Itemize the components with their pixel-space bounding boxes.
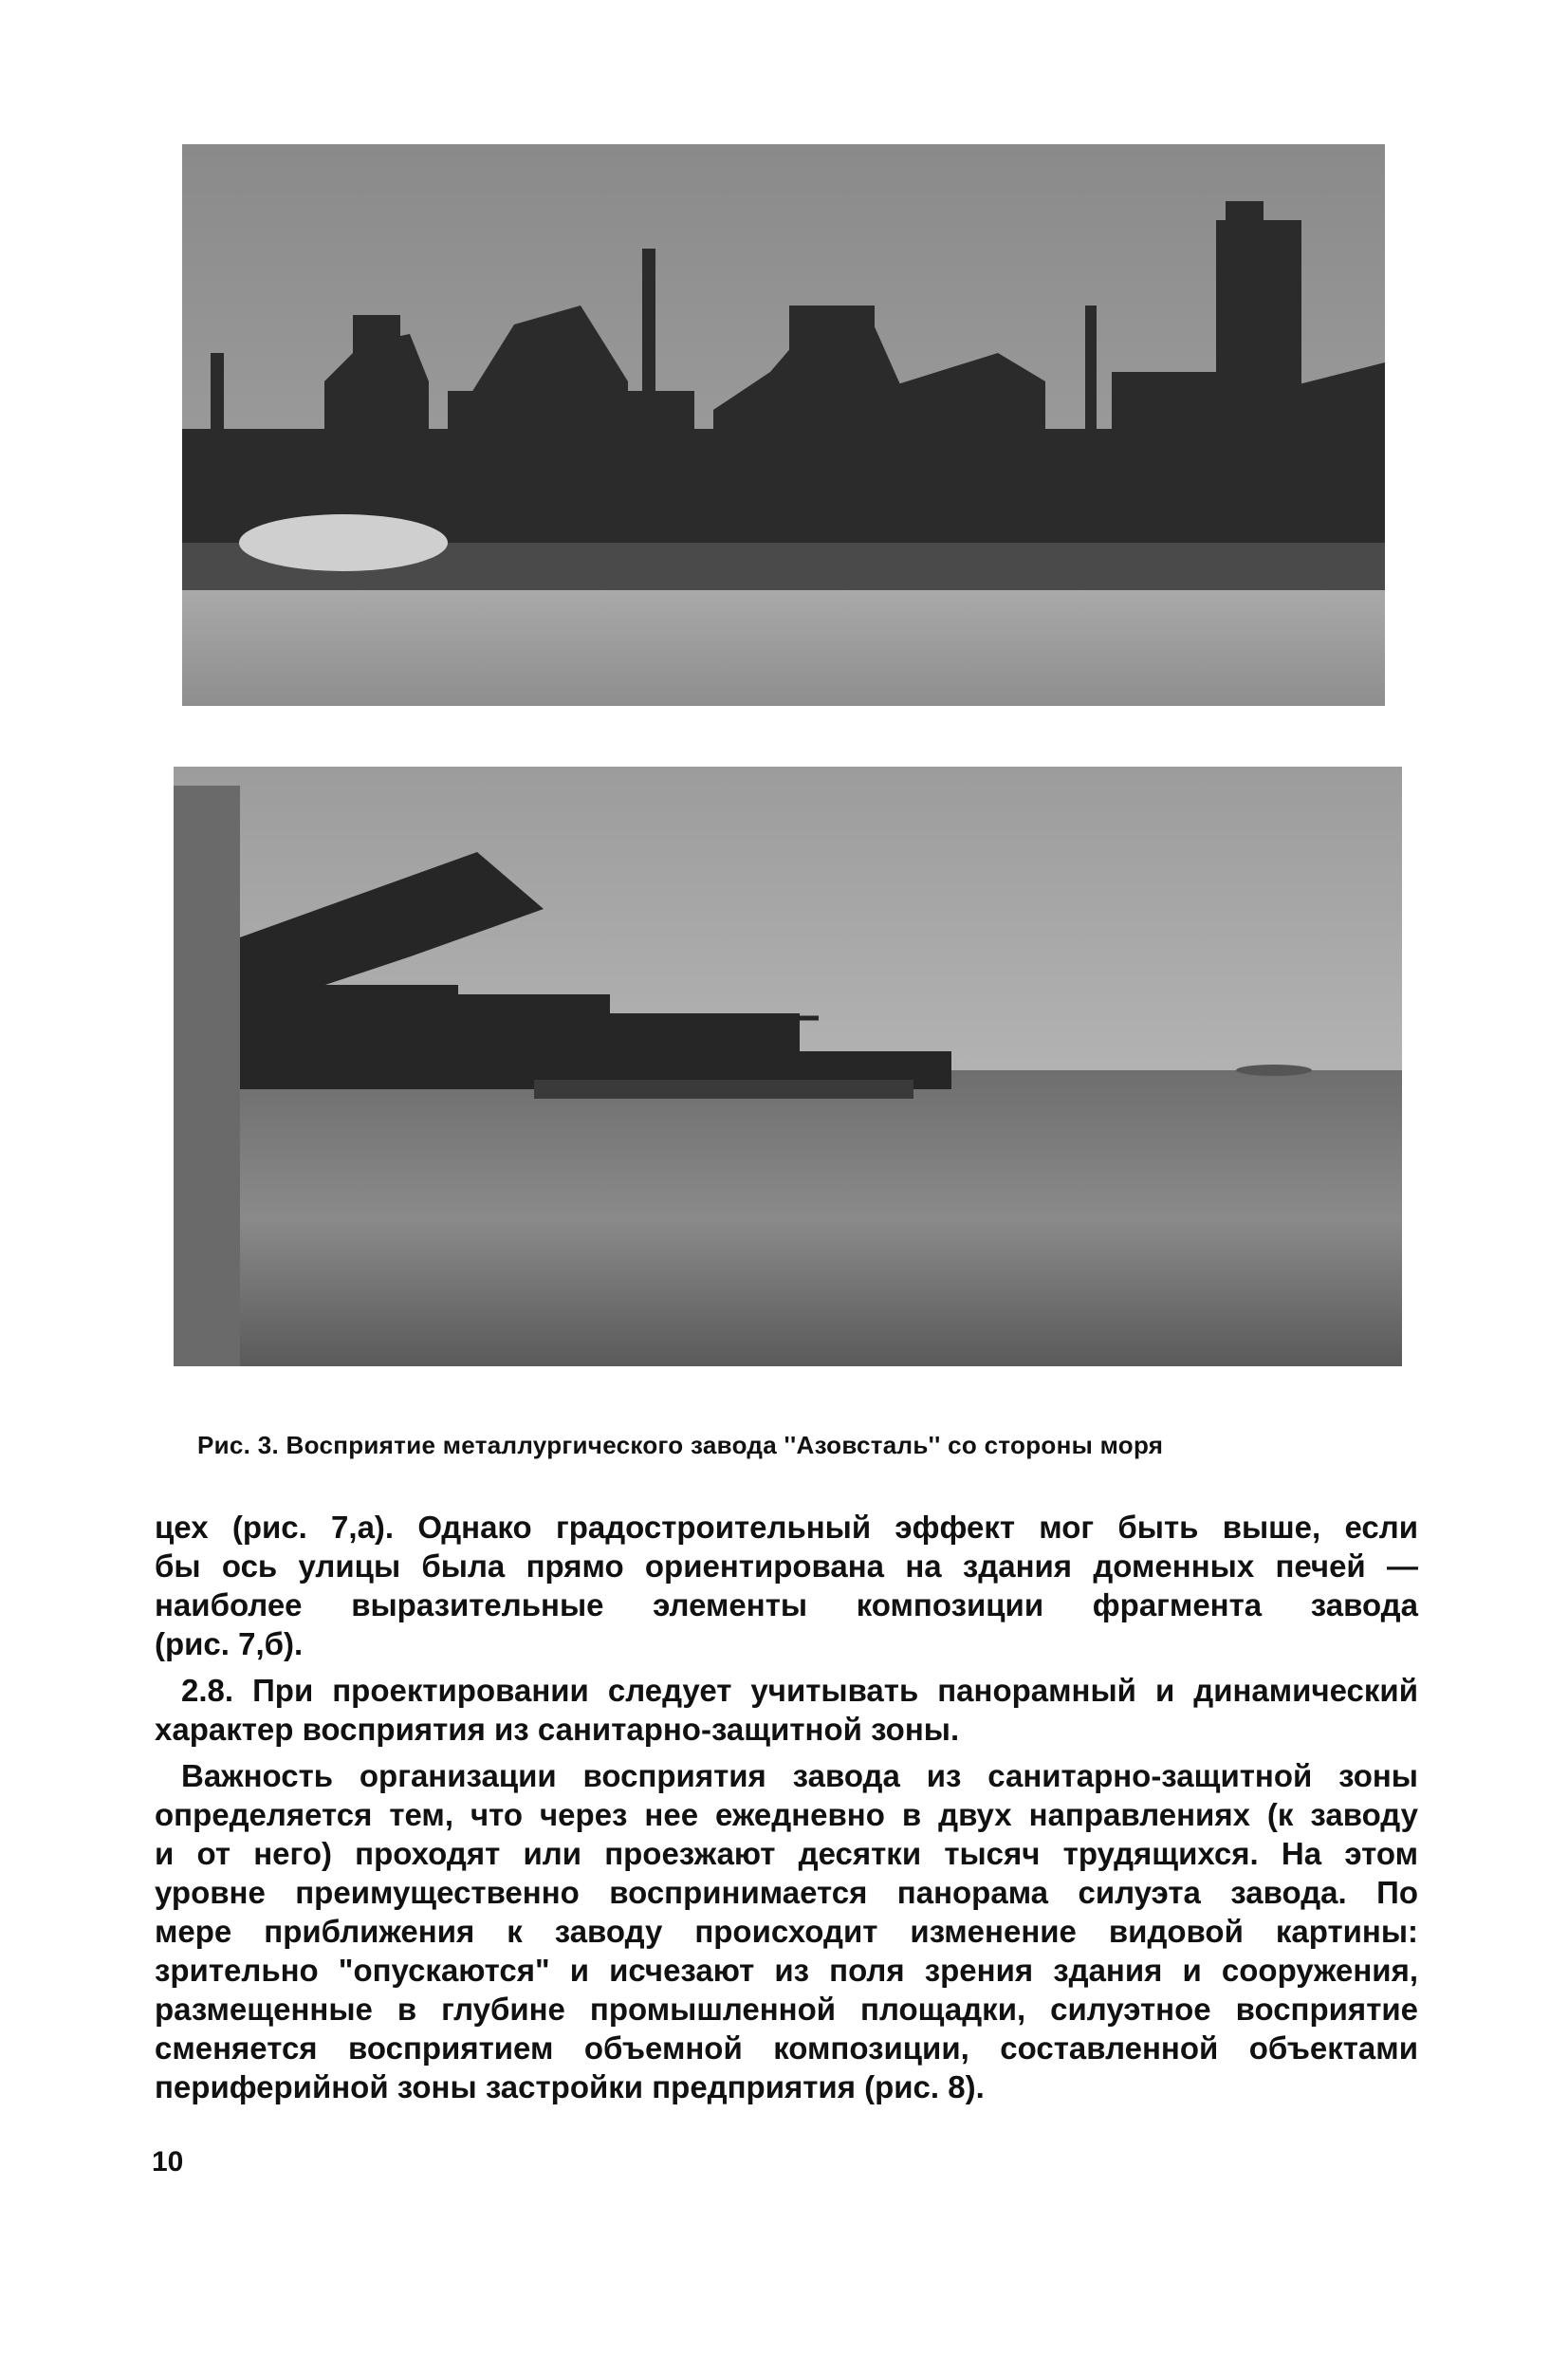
port-crane-image bbox=[174, 767, 1402, 1366]
page-number: 10 bbox=[152, 2146, 184, 2178]
text-line: (рис. 7,б). bbox=[155, 1626, 304, 1661]
paragraph-3 bbox=[155, 1756, 1418, 2106]
text-line: мере приближения к заводу происходит изменение видовой картины: bbox=[155, 1914, 1418, 1949]
text-line: и от него) проходят или проезжают десятки тысяч трудящихся. На этом bbox=[155, 1836, 1418, 1871]
text-line: уровне преимущественно воспринимается панорама силуэта завода. По bbox=[155, 1875, 1418, 1910]
text-line: зрительно "опускаются" и исчезают из поля зрения здания и сооружения, bbox=[155, 1953, 1418, 1988]
text-line: периферийной зоны застройки предприятия (рис. 8). bbox=[155, 2069, 985, 2104]
text-line: цех (рис. 7,а). Однако градостроительный эффект мог быть выше, если bbox=[155, 1510, 1418, 1545]
text-line: характер восприятия из санитарно-защитной зоны. bbox=[155, 1712, 960, 1747]
section-number: 2.8. bbox=[181, 1673, 234, 1708]
text-line: Важность организации восприятия завода из санитарно-защитной зоны bbox=[181, 1758, 1418, 1793]
photo-plant-skyline bbox=[182, 144, 1385, 706]
text-line-content: При проектировании следует учитывать панорамный и динамический bbox=[252, 1673, 1418, 1708]
text-line: сменяется восприятием объемной композиции, составленной объектами bbox=[155, 2030, 1418, 2066]
paragraph-2 bbox=[155, 1671, 1418, 1749]
figure-caption: Рис. 3. Восприятие металлургического завода ''Азовсталь'' со стороны моря bbox=[197, 1431, 1164, 1459]
text-line: определяется тем, что через нее ежедневно в двух направлениях (к заводу bbox=[155, 1797, 1418, 1832]
paragraph-1 bbox=[155, 1508, 1418, 1663]
text-line: бы ось улицы была прямо ориентирована на здания доменных печей — bbox=[155, 1548, 1418, 1584]
body-text bbox=[155, 1508, 1418, 2106]
plant-skyline-image bbox=[182, 144, 1385, 706]
photo-port-crane bbox=[174, 767, 1402, 1366]
text-line bbox=[155, 1671, 1418, 1710]
text-line: размещенные в глубине промышленной площадки, силуэтное восприятие bbox=[155, 1992, 1418, 2027]
text-line: наиболее выразительные элементы композиции фрагмента завода bbox=[155, 1587, 1418, 1622]
